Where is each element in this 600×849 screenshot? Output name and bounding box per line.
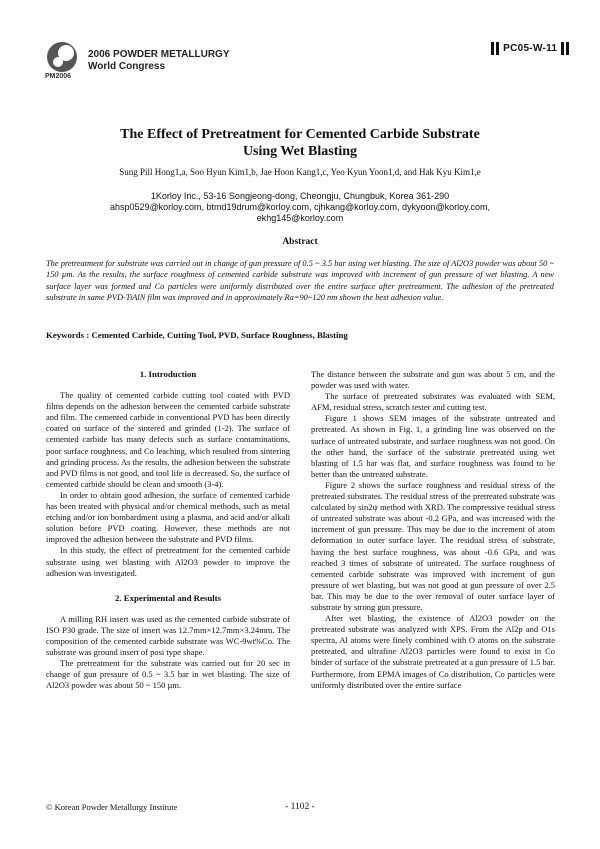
keywords: Keywords : Cemented Carbide, Cutting Tool, PVD, Surface Roughness, Blasting [46, 330, 348, 340]
right-paragraph-3: Figure 1 shows SEM images of the substrate untreated and pretreated. As shown in Fig. 1, a grinding line was observed on the surface of untreated substrate, and surface roughness was not good. On the other hand, the surface of the substrate pretreated using wet blasting of 1.5 bar was flat, and surface roughness was found to be better than the untreated substrate. [311, 413, 555, 479]
logo-year: PM2006 [45, 73, 72, 80]
intro-paragraph-1: The quality of cemented carbide cutting tool coated with PVD films depends on the adhesion between the cemented carbide substrate and film. The cemented carbide in conventional PVD has been directly coated on surface of the sintered and grinded (1-2). The surface of cemented carbide has many defects such as surface contaminations, poor surface roughness, and Co leaching, which resulted from sintering and grinding process. As the results, the adhesion between the substrate and PVD films is not good, and tool life is decreased. So, the surface of cemented carbide should be clean and smooth (3-4). [46, 390, 290, 489]
conference-name [88, 49, 230, 73]
paper-code-text: PC05-W-11 [503, 43, 558, 55]
affiliation [0, 191, 600, 224]
left-column [46, 369, 290, 691]
affiliation-address: 1Korloy Inc., 53-16 Songjeong-dong, Cheongju, Chungbuk, Korea 361-290 [150, 191, 450, 201]
right-paragraph-5: After wet blasting, the existence of Al2O3 powder on the pretreated substrate was analyzed with XPS. From the Al2p and O1s spectra, Al atoms were finely combined with O atoms on the substrate pretreated, and ultrafine Al2O3 particles were found to exist in Co binder of surface of the substrate pretreated at a gun pressure of 1.5 bar. Furthermore, from EPMA images of Co distribution, Co particles were uniformly distributed over the entire surface [311, 613, 555, 690]
section-heading-experimental: 2. Experimental and Results [114, 592, 222, 603]
copyright-notice: © Korean Powder Metallurgy Institute [46, 802, 178, 812]
abstract-text: The pretreatment for substrate was carried out in change of gun pressure of 0.5 ~ 3.5 bar using wet blasting. The size of Al2O3 powder was about 50 ~ 150 µm. As the results, the surface roughness of cemented carbide substrate was improved with increment of gun pressure of wet blasting. A new surface layer was formed and Co particles were uniformly distributed over the entire surface after pretreatment. The adhesion of the pretreated substrate in same PVD-TiAlN film was improved and in approximately Ra=90~120 nm shown the best adhesion value. [46, 259, 554, 302]
paper-title-line-1: The Effect of Pretreatment for Cemented Carbide Substrate [120, 127, 480, 142]
paper-title [0, 126, 600, 160]
experimental-paragraph-2: The pretreatment for the substrate was carried out for 20 sec in change of gun pressure of 0.5 ~ 3.5 bar in wet blasting. The size of Al2O3 powder was about 50 ~ 150 µm. [46, 658, 290, 691]
right-paragraph-2: The surface of pretreated substrates was evaluated with SEM, AFM, residual stress, scratch tester and cutting test. [311, 391, 555, 413]
affiliation-emails-1: ahsp0529@korloy.com, btmd19drum@korloy.com, cjhkang@korloy.com, dykyoon@korloy.com, [109, 202, 491, 212]
right-paragraph-1: The distance between the substrate and gun was about 5 cm, and the powder was used with water. [311, 369, 555, 391]
conference-line-1: 2006 POWDER METALLURGY [88, 49, 230, 60]
right-column [311, 369, 555, 691]
right-paragraph-4: Figure 2 shows the surface roughness and residual stress of the pretreated substrates. The residual stress of the pretreated substrate was calculated by sin2ψ method with XRD. The compressive residual stress of untreated substrate was about -0.2 GPa, and was increased with the increment of gun pressure. This may be due to the increment of atom deformation in outer surface layer. The residual stress of substrate, having the best surface roughness, was about -0.6 GPa, and was reached 3 times of substrate of untreated. The surface roughness of cemented carbide substrate was improved with increment of gun pressure of wet blasting, but was not good at gun pressure of over 2.5 bar. This may be due to the over removal of outer surface layer of substrate by strong gun pressure. [311, 479, 555, 612]
page-number: - 1102 - [285, 802, 315, 812]
author-list: Sung Pill Hong1,a, Soo Hyun Kim1,b, Jae Hoon Kang1,c, Yeo Kyun Yoon1,d, and Hak Kyu Kim1,e [119, 167, 481, 177]
paper-code [490, 42, 570, 55]
affiliation-emails-2: ekhg145@korloy.com [256, 213, 344, 223]
intro-paragraph-2: In order to obtain good adhesion, the surface of cemented carbide has been treated with physical and/or chemical methods, such as metal etching and/or ion bombardment using a plasma, and acid and/or alkali solution before PVD coating. However, these methods are not improved the adhesion between the substrate and PVD films. [46, 489, 290, 545]
intro-paragraph-3: In this study, the effect of pretreatment for the cemented carbide substrate using wet blasting with Al2O3 powder to improve the adhesion was investigated. [46, 545, 290, 578]
experimental-paragraph-1: A milling RH insert was used as the cemented carbide substrate of ISO P30 grade. The size of insert was 12.7mm×12.7mm×3.24mm. The composition of the cemented carbide substrate was WC-9wt%Co. The substrate was ground insert of posi type shape. [46, 613, 290, 658]
paper-title-line-2: Using Wet Blasting [242, 144, 358, 159]
pm2006-logo-icon [45, 40, 79, 74]
section-heading-introduction: 1. Introduction [139, 369, 197, 379]
conference-line-2: World Congress [88, 61, 166, 72]
abstract-heading: Abstract [282, 237, 318, 247]
